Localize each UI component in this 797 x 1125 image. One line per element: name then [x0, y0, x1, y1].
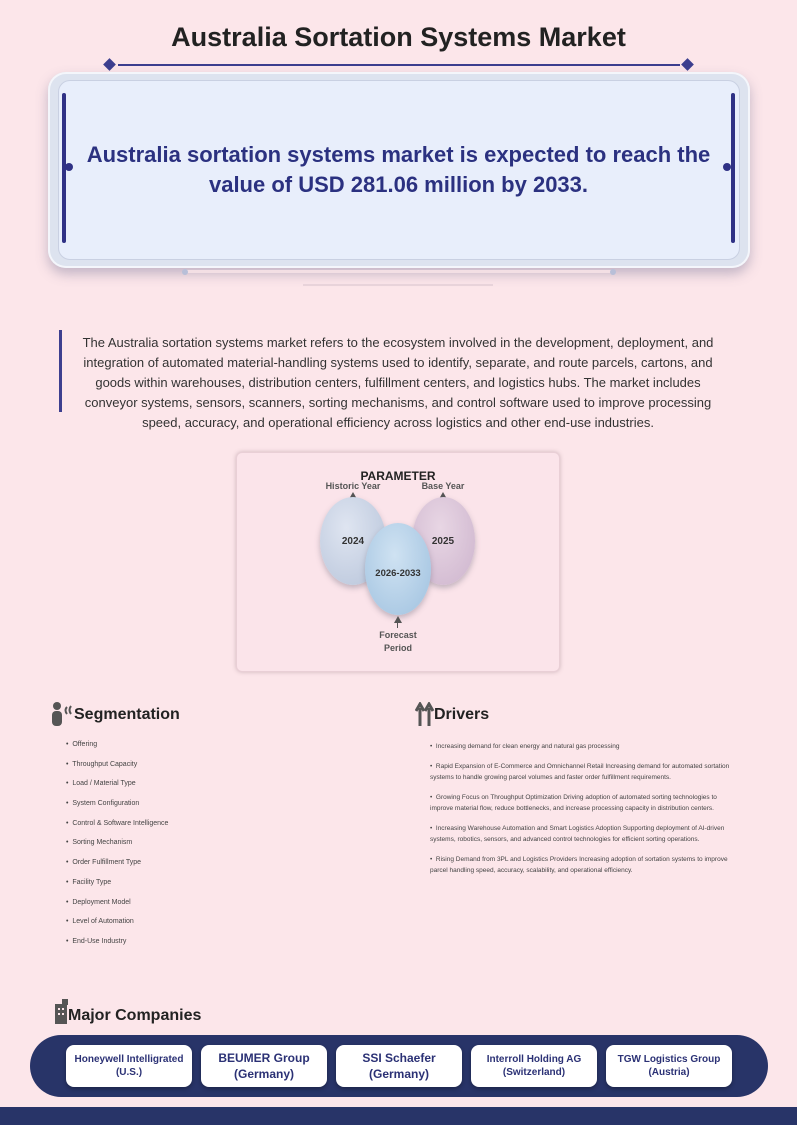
- company-card: TGW Logistics Group (Austria): [606, 1045, 732, 1087]
- drivers-title: Drivers: [434, 706, 490, 723]
- segmentation-list: [66, 741, 168, 958]
- company-card: BEUMER Group (Germany): [201, 1045, 327, 1087]
- people-icon: [50, 701, 74, 727]
- segment-item: • System Configuration: [66, 800, 140, 808]
- hero-bar-right: [731, 93, 735, 243]
- drivers-list: [430, 741, 730, 885]
- company-card: SSI Schaefer (Germany): [336, 1045, 462, 1087]
- forecast-arrow-stem: [397, 622, 398, 628]
- segment-item: • Level of Automation: [66, 918, 134, 926]
- company-card: Honeywell Intelligrated (U.S.): [66, 1045, 192, 1087]
- hero-small-dot-right: [610, 269, 616, 275]
- hero-statement: Australia sortation systems market is expected to reach the value of USD 281.06 million by 2033.: [86, 142, 711, 197]
- segmentation-title: Segmentation: [74, 706, 180, 723]
- parameter-title: PARAMETER: [360, 469, 436, 483]
- historic-year-label: Historic Year: [325, 481, 381, 491]
- driver-item: • Increasing demand for clean energy and natural gas processing: [430, 743, 620, 750]
- segment-item: • Load / Material Type: [66, 780, 136, 788]
- segment-item: • Throughput Capacity: [66, 760, 138, 768]
- segment-item: • Sorting Mechanism: [66, 839, 133, 847]
- forecast-label-line1: Forecast: [379, 630, 417, 640]
- divider-diamond-left: [103, 58, 116, 71]
- driver-item: • Rising Demand from 3PL and Logistics Providers Increasing adoption of sortation systems to improve parcel handling speed, accuracy, scalability, and operational efficiency.: [430, 856, 728, 874]
- historic-year-value: 2024: [341, 536, 365, 547]
- forecast-label-line2: Period: [383, 643, 412, 653]
- base-year-label: Base Year: [421, 481, 465, 491]
- driver-item: • Growing Focus on Throughput Optimization Driving adoption of automated sorting technologies to improve material flow, reduce bottlenecks, and increase processing capacity in distribution centers.: [430, 794, 717, 812]
- hero-underline: [185, 270, 615, 273]
- title-divider: [118, 64, 680, 66]
- divider-diamond-right: [681, 58, 694, 71]
- market-description: The Australia sortation systems market refers to the ecosystem involved in the development, deployment, and integration of automated material-handling systems used to identify, separate, and route parcels, cartons, and goods within warehouses, distribution centers, fulfillment centers, and logistics hubs. The market includes conveyor systems, sensors, scanners, sorting mechanisms, and control software used to improve processing speed, accuracy, and operational efficiency across logistics and other end-use industries.: [82, 335, 714, 430]
- segment-item: • Control & Software Intelligence: [66, 819, 169, 827]
- segment-item: • Offering: [66, 741, 98, 748]
- hero-dot-right: [723, 163, 731, 171]
- segment-item: • Deployment Model: [66, 898, 131, 906]
- segment-item: • Order Fulfillment Type: [66, 859, 142, 867]
- page-title: Australia Sortation Systems Market: [171, 22, 626, 52]
- forecast-arrow-icon: [394, 616, 402, 623]
- driver-item: • Rapid Expansion of E-Commerce and Omnichannel Retail Increasing demand for automated sortation systems to handle growing parcel volumes and faster order fulfillment requirements.: [430, 763, 730, 781]
- base-year-value: 2025: [431, 536, 455, 547]
- hero-underline-short: [303, 284, 493, 286]
- company-card: Interroll Holding AG (Switzerland): [471, 1045, 597, 1087]
- description-accent-bar: [59, 330, 62, 412]
- forecast-period-value: 2026-2033: [375, 568, 421, 579]
- hero-small-dot-left: [182, 269, 188, 275]
- footer-bar: [0, 1107, 797, 1125]
- hero-dot-left: [65, 163, 73, 171]
- arrows-up-icon: [415, 702, 435, 726]
- companies-title: Major Companies: [68, 1007, 202, 1024]
- segment-item: • End-Use Industry: [66, 937, 127, 945]
- segment-item: • Facility Type: [66, 878, 112, 886]
- driver-item: • Increasing Warehouse Automation and Smart Logistics Adoption Supporting deployment of AI-driven systems, robotics, sensors, and advanced control technologies for efficient sorting operations.: [430, 825, 725, 843]
